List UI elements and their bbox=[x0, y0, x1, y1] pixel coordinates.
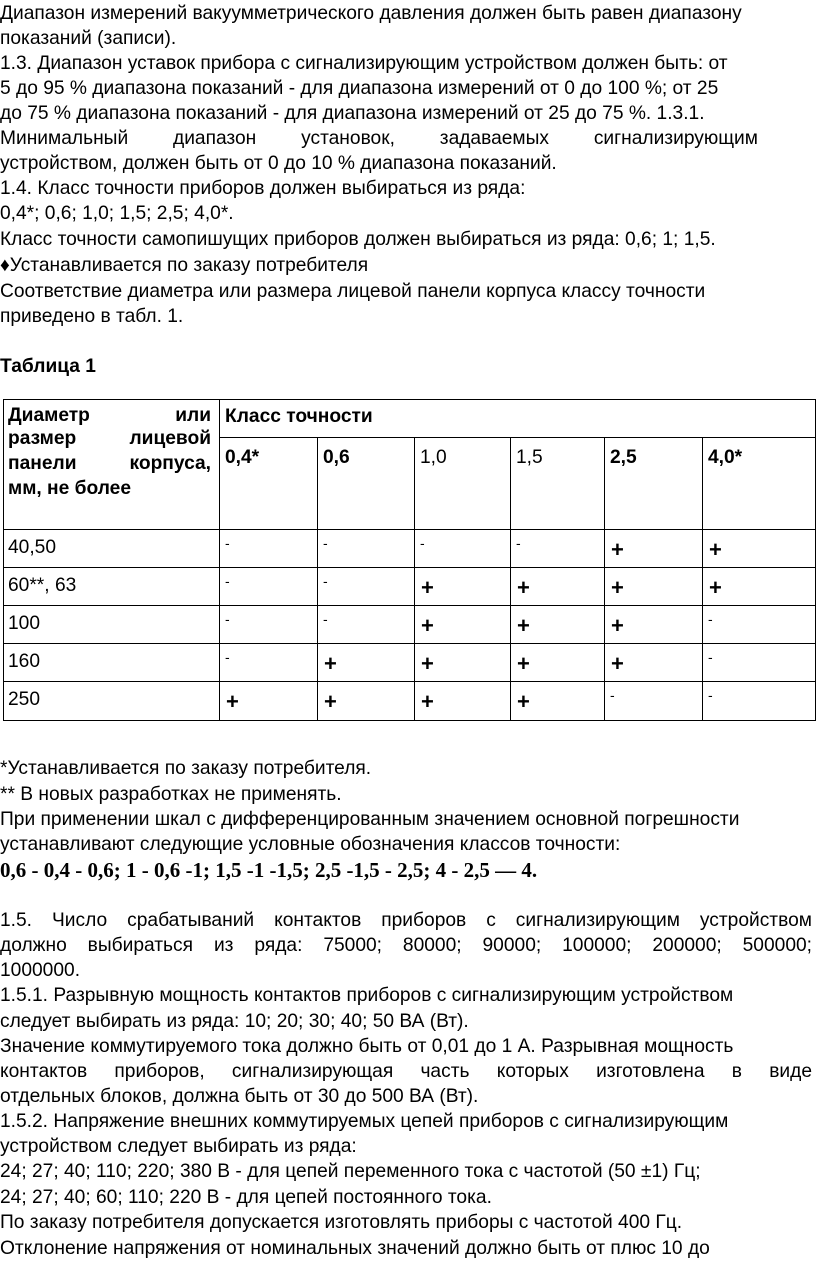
row-size-label: 100 bbox=[8, 613, 41, 634]
text-line: 1000000. bbox=[0, 960, 81, 981]
text-line: устройством следует выбирать из ряда: bbox=[0, 1136, 357, 1157]
table-border bbox=[510, 437, 511, 721]
class-header: 1,0 bbox=[420, 447, 447, 468]
text-line-justified: контактов приборов, сигнализирующая часть которых изготовлена в виде bbox=[0, 1061, 812, 1082]
text-line-justified: должно выбираться из ряда: 75000; 80000; 90000; 100000; 200000; 500000; bbox=[0, 935, 812, 956]
plus-mark: + bbox=[421, 689, 434, 714]
table-border bbox=[3, 720, 816, 721]
plus-mark: + bbox=[421, 613, 434, 638]
text-line: Отклонение напряжения от номинальных значений должно быть от плюс 10 до bbox=[0, 1238, 710, 1259]
class-header: 0,6 bbox=[323, 447, 350, 468]
text-line: По заказу потребителя допускается изготовлять приборы с частотой 400 Гц. bbox=[0, 1212, 683, 1233]
table-border bbox=[3, 529, 816, 530]
text-line: приведено в табл. 1. bbox=[0, 306, 184, 327]
text-line: отдельных блоков, должна быть от 30 до 500 ВА (Вт). bbox=[0, 1086, 479, 1107]
text-line: 0,4*; 0,6; 1,0; 1,5; 2,5; 4,0*. bbox=[0, 203, 234, 224]
text-line: 1.5.1. Разрывную мощность контактов приборов с сигнализирующим устройством bbox=[0, 985, 734, 1006]
row-size-label: 250 bbox=[8, 689, 41, 710]
plus-mark: + bbox=[421, 575, 434, 600]
plus-mark: + bbox=[611, 575, 624, 600]
footnote: *Устанавливается по заказу потребителя. bbox=[0, 758, 372, 779]
minus-mark: - bbox=[610, 687, 615, 703]
text-line: до 75 % диапазона показаний - для диапазона измерений от 25 до 75 %. 1.3.1. bbox=[0, 103, 705, 124]
table-border bbox=[219, 399, 220, 721]
class-formula: 0,6 - 0,4 - 0,6; 1 - 0,6 -1; 1,5 -1 -1,5; 2,5 -1,5 - 2,5; 4 - 2,5 — 4. bbox=[0, 858, 538, 882]
text-line: При применении шкал с дифференцированным значением основной погрешности bbox=[0, 809, 740, 830]
minus-mark: - bbox=[323, 573, 328, 589]
text-line: ♦Устанавливается по заказу потребителя bbox=[0, 255, 369, 276]
table-border bbox=[3, 605, 816, 606]
text-line: показаний (записи). bbox=[0, 28, 177, 49]
table-border bbox=[3, 399, 4, 721]
minus-mark: - bbox=[225, 535, 230, 551]
plus-mark: + bbox=[517, 689, 530, 714]
text-line: 1.3. Диапазон уставок прибора с сигнализирующим устройством должен быть: от bbox=[0, 53, 728, 74]
table-border bbox=[317, 437, 318, 721]
header-size-line: панели корпуса, bbox=[8, 453, 211, 474]
minus-mark: - bbox=[323, 611, 328, 627]
text-line: устройством, должен быть от 0 до 10 % диапазона показаний. bbox=[0, 153, 557, 174]
table-border bbox=[3, 399, 816, 400]
text-line: следует выбирать из ряда: 10; 20; 30; 40; 50 ВА (Вт). bbox=[0, 1011, 469, 1032]
header-size-line: Диаметр или bbox=[8, 405, 211, 426]
text-line: 5 до 95 % диапазона показаний - для диапазона измерений от 0 до 100 %; от 25 bbox=[0, 78, 719, 99]
text-line-justified: Минимальный диапазон установок, задаваемых сигнализирующим bbox=[0, 128, 758, 149]
minus-mark: - bbox=[708, 649, 713, 665]
plus-mark: + bbox=[611, 651, 624, 676]
table-border bbox=[3, 681, 816, 682]
class-header: 1,5 bbox=[516, 447, 543, 468]
accuracy-class-table bbox=[3, 399, 816, 721]
plus-mark: + bbox=[324, 651, 337, 676]
plus-mark: + bbox=[421, 651, 434, 676]
minus-mark: - bbox=[420, 535, 425, 551]
table-border bbox=[3, 643, 816, 644]
table-border bbox=[604, 437, 605, 721]
text-line: 24; 27; 40; 60; 110; 220 В - для цепей постоянного тока. bbox=[0, 1187, 492, 1208]
table-border bbox=[3, 567, 816, 568]
text-line: 1.5.2. Напряжение внешних коммутируемых цепей приборов с сигнализирующим bbox=[0, 1111, 729, 1132]
class-header: 2,5 bbox=[610, 447, 637, 468]
row-size-label: 160 bbox=[8, 651, 41, 672]
text-line: устанавливают следующие условные обозначения классов точности: bbox=[0, 834, 621, 855]
class-header: 4,0* bbox=[708, 447, 743, 468]
text-line: Значение коммутируемого тока должно быть от 0,01 до 1 А. Разрывная мощность bbox=[0, 1036, 734, 1057]
plus-mark: + bbox=[709, 537, 722, 562]
plus-mark: + bbox=[709, 575, 722, 600]
row-size-label: 60**, 63 bbox=[8, 575, 77, 596]
plus-mark: + bbox=[517, 613, 530, 638]
minus-mark: - bbox=[225, 573, 230, 589]
table-border bbox=[414, 437, 415, 721]
plus-mark: + bbox=[611, 613, 624, 638]
text-line: Класс точности самопишущих приборов должен выбираться из ряда: 0,6; 1; 1,5. bbox=[0, 229, 716, 250]
text-line: 24; 27; 40; 110; 220; 380 В - для цепей переменного тока с частотой (50 ±1) Гц; bbox=[0, 1161, 701, 1182]
minus-mark: - bbox=[708, 687, 713, 703]
header-size-line: размер лицевой bbox=[8, 428, 211, 449]
minus-mark: - bbox=[708, 611, 713, 627]
row-size-label: 40,50 bbox=[8, 537, 57, 558]
footnote: ** В новых разработках не применять. bbox=[0, 784, 342, 805]
header-accuracy-class: Класс точности bbox=[225, 406, 373, 427]
text-line-justified: 1.5. Число срабатываний контактов приборов с сигнализирующим устройством bbox=[0, 910, 812, 931]
text-line: Соответствие диаметра или размера лицевой панели корпуса классу точности bbox=[0, 281, 706, 302]
table-title: Таблица 1 bbox=[0, 356, 96, 377]
table-border bbox=[219, 437, 816, 438]
plus-mark: + bbox=[517, 651, 530, 676]
plus-mark: + bbox=[324, 689, 337, 714]
minus-mark: - bbox=[516, 535, 521, 551]
minus-mark: - bbox=[225, 649, 230, 665]
text-line: Диапазон измерений вакуумметрического давления должен быть равен диапазону bbox=[0, 3, 742, 24]
header-size-line: мм, не более bbox=[8, 478, 132, 499]
plus-mark: + bbox=[226, 689, 239, 714]
text-line: 1.4. Класс точности приборов должен выбираться из ряда: bbox=[0, 178, 526, 199]
minus-mark: - bbox=[323, 535, 328, 551]
table-border bbox=[702, 437, 703, 721]
minus-mark: - bbox=[225, 611, 230, 627]
plus-mark: + bbox=[517, 575, 530, 600]
plus-mark: + bbox=[611, 537, 624, 562]
class-header: 0,4* bbox=[225, 447, 260, 468]
